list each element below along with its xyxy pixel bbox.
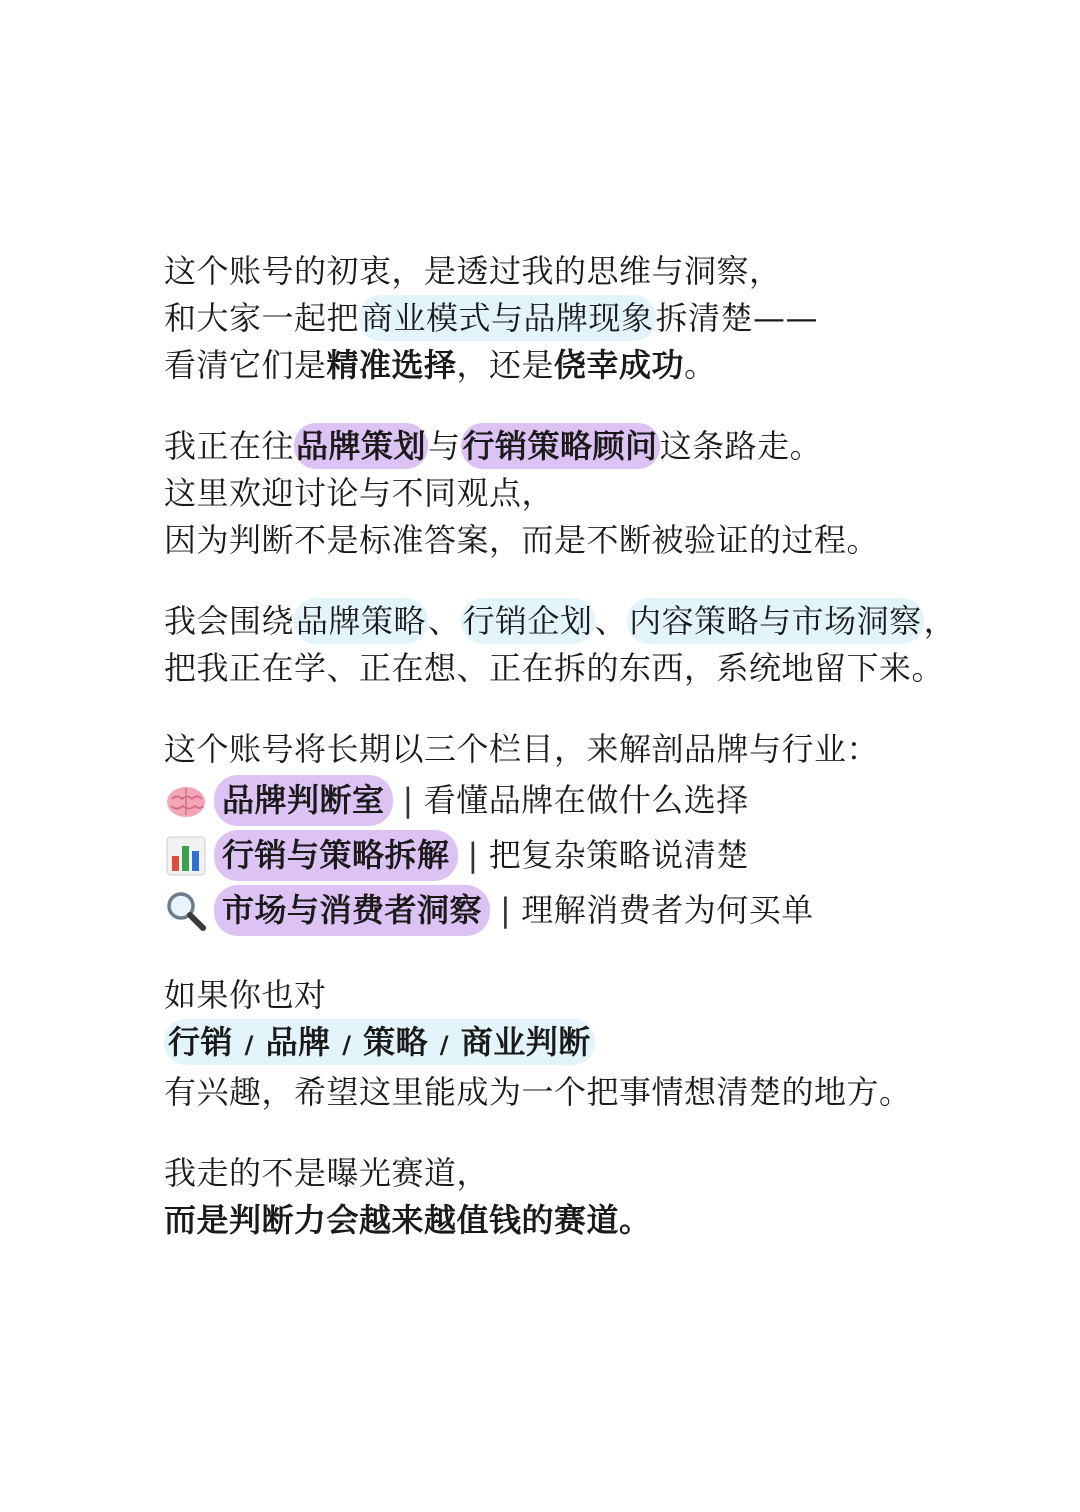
topic-separator-2: 、 [594,602,628,640]
topics-line-1-post: ， [923,602,957,640]
column-title-market-insight: 市场与消费者洞察 [214,885,490,936]
topics-line-1-pre: 我会围绕 [164,602,295,640]
intro-line-3 [164,342,1044,389]
intro-line-2 [164,295,1044,342]
tag-slash: / [439,1031,450,1059]
direction-line-1 [164,423,1044,470]
interest-tag-strategy: 策略 [363,1023,429,1061]
direction-line-1-pre: 我正在往 [164,427,295,465]
columns-intro: 这个账号将长期以三个栏目，来解剖品牌与行业： [164,730,880,768]
intro-line-1: 这个账号的初衷，是透过我的思维与洞察， [164,252,782,290]
topic-separator-1: 、 [428,602,461,640]
business-model-highlight: 商业模式与品牌现象 [359,295,656,341]
intro-line-2-post: 拆清楚—— [655,299,819,337]
columns-section [164,726,1044,938]
brand-planning-tag: 品牌策划 [294,423,428,469]
topic-marketing-planning: 行销企划 [461,598,595,644]
magnifier-icon [164,889,208,933]
intro-line-3-mid: ，还是 [456,346,555,384]
tag-slash: / [244,1031,254,1059]
interest-tag-brand: 品牌 [265,1023,331,1061]
direction-line-2: 这里欢迎讨论与不同观点， [164,474,555,512]
interest-tag-business: 商业判断 [460,1023,591,1061]
direction-line-1-mid: 与 [428,427,461,465]
direction-line-3: 因为判断不是标准答案，而是不断被验证的过程。 [164,521,880,559]
closing-paragraph [164,1150,1044,1244]
direction-paragraph [164,423,1044,564]
interest-line-1: 如果你也对 [164,976,327,1014]
tag-slash: / [342,1031,352,1059]
topics-line-2: 把我正在学、正在想、正在拆的东西，系统地留下来。 [164,649,945,687]
interest-tags [164,1019,595,1065]
interest-paragraph [164,972,1044,1116]
column-title-marketing-breakdown: 行销与策略拆解 [214,830,458,881]
document-body [164,248,1044,1278]
intro-paragraph [164,248,1044,389]
intro-line-2-pre: 和大家一起把 [164,299,360,337]
bar-chart-icon [164,834,208,878]
closing-line-2: 而是判断力会越来越值钱的赛道。 [164,1201,652,1239]
topics-line-1 [164,598,1044,645]
precise-choice-bold: 精准选择 [326,346,457,384]
intro-line-3-pre: 看清它们是 [164,346,327,384]
intro-line-3-post: 。 [684,346,717,384]
column-item [164,883,1044,938]
interest-tags-line [164,1019,1044,1069]
column-desc: 理解消费者为何买单 [521,891,814,929]
column-desc: 把复杂策略说清楚 [488,836,749,874]
lucky-success-bold: 侥幸成功 [554,346,685,384]
interest-tag-marketing: 行销 [168,1023,234,1061]
column-item [164,773,1044,828]
direction-line-1-post: 这条路走。 [659,427,823,465]
column-separator: | [500,891,512,929]
closing-line-1: 我走的不是曝光赛道， [164,1154,490,1192]
column-separator: | [467,836,479,874]
topic-brand-strategy: 品牌策略 [294,598,428,644]
brain-icon [164,779,208,823]
column-desc: 看懂品牌在做什么选择 [423,781,749,819]
topics-paragraph [164,598,1044,692]
marketing-consultant-tag: 行销策略顾问 [461,423,660,469]
column-title-brand-judgement: 品牌判断室 [214,775,393,826]
topic-content-market: 内容策略与市场洞察 [627,598,924,644]
column-item [164,828,1044,883]
interest-line-3: 有兴趣，希望这里能成为一个把事情想清楚的地方。 [164,1073,912,1111]
column-separator: | [402,781,414,819]
